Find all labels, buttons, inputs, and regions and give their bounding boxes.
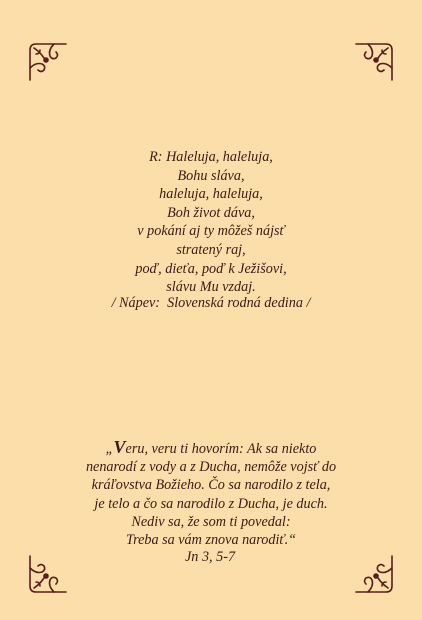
corner-flourish-icon <box>26 40 72 84</box>
refrain-line: v pokání aj ty môžeš nájsť <box>137 223 285 240</box>
corner-flourish-icon <box>350 552 396 596</box>
refrain-line: poď, dieťa, poď k Ježišovi, <box>135 260 287 277</box>
verse-dropcap: V <box>113 437 126 457</box>
verse-line: Nediv sa, že som ti povedal: <box>131 513 291 530</box>
tune-note: / Nápev: Slovenská rodná dedina / <box>111 295 311 311</box>
refrain-line: haleluja, haleluja, <box>159 186 263 203</box>
refrain-block <box>0 148 422 297</box>
open-quote: „ <box>105 441 114 457</box>
bible-verse <box>0 438 422 549</box>
refrain-line: R: Haleluja, haleluja, <box>149 149 273 165</box>
verse-line: nenarodí z vody a z Ducha, nemôže vojsť do <box>85 459 337 476</box>
refrain-line: Boh život dáva, <box>167 204 255 221</box>
corner-flourish-icon <box>350 40 396 84</box>
refrain-line: slávu Mu vzdaj. <box>166 279 256 296</box>
verse-first-line <box>0 438 422 458</box>
refrain-line: Bohu sláva, <box>177 167 245 184</box>
verse-reference: Jn 3, 5-7 <box>185 549 236 565</box>
verse-line: je telo a čo sa narodilo z Ducha, je duch. <box>94 495 328 512</box>
verse-line-rest: eru, veru ti hovorím: Ak sa niekto <box>125 441 317 457</box>
verse-line: kráľovstva Božieho. Čo sa narodilo z tela, <box>91 477 331 494</box>
corner-flourish-icon <box>26 552 72 596</box>
refrain-line: stratený raj, <box>176 241 246 258</box>
verse-line: Treba sa vám znova narodiť.“ <box>125 532 297 549</box>
